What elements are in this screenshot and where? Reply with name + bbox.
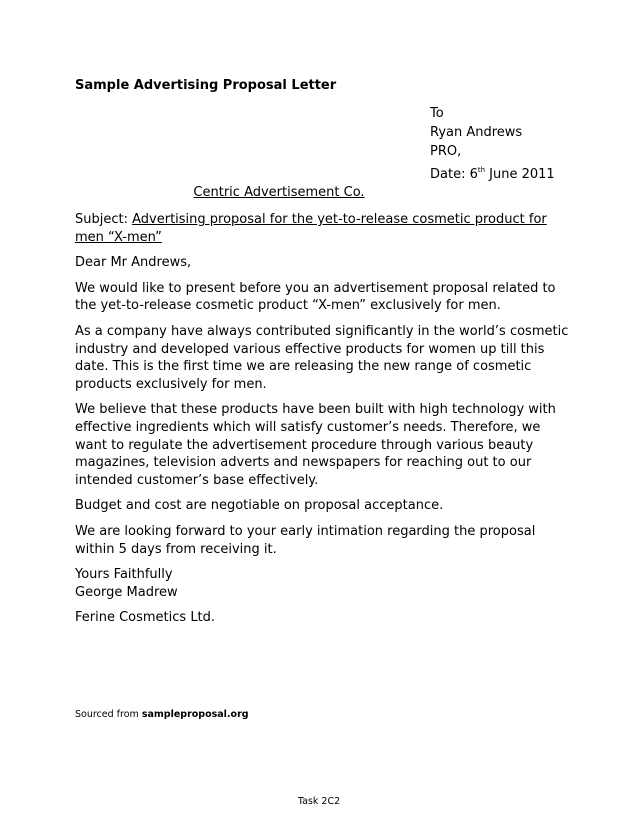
- date-superscript: th: [477, 166, 486, 174]
- company-name: Centric Advertisement Co.: [193, 185, 365, 200]
- date-suffix: June 2011: [485, 167, 555, 182]
- page-footer: Task 2C2: [297, 796, 341, 807]
- paragraph-2: As a company have always contributed significantly in the world’s cosmetic industry and developed various effective products for women up till this date. This is the first time we are releasing the new range of cosmetic products exclusively for men.: [75, 323, 569, 392]
- closing-block: [75, 566, 575, 601]
- paragraph-5: We are looking forward to your early intimation regarding the proposal within 5 days from receiving it.: [75, 523, 536, 557]
- closing-line: Yours Faithfully: [75, 567, 173, 583]
- salutation: Dear Mr Andrews,: [75, 255, 192, 271]
- sender-company: Ferine Cosmetics Ltd.: [75, 610, 216, 626]
- document-title: Sample Advertising Proposal Letter: [75, 78, 337, 93]
- subject-text: Advertising proposal for the yet-to-release cosmetic product for men “X-men”: [75, 212, 547, 245]
- signatory-name: George Madrew: [75, 584, 178, 600]
- paragraph-4: Budget and cost are negotiable on proposal acceptance.: [75, 498, 444, 514]
- address-role: PRO,: [430, 144, 462, 159]
- recipient-address: [430, 104, 555, 184]
- source-note: [75, 709, 249, 720]
- address-date: [430, 161, 555, 184]
- subject-label: Subject:: [75, 212, 133, 227]
- address-to: To: [430, 106, 444, 121]
- paragraph-1: We would like to present before you an advertisement proposal related to the yet-to-release cosmetic product “X-men” exclusively for men.: [75, 280, 556, 314]
- company-heading: [0, 185, 638, 200]
- source-site: sampleproposal.org: [141, 709, 249, 720]
- source-prefix: Sourced from: [75, 709, 142, 720]
- letter-body: [75, 211, 575, 635]
- subject-line: [75, 211, 575, 246]
- paragraph-3: We believe that these products have been built with high technology with effective ingredients which will satisfy customer’s needs. Therefore, we want to regulate the advertisement procedure through various beauty magazines, television adverts and newspapers for reaching out to our intended customer’s base effectively.: [75, 402, 556, 488]
- date-prefix: Date: 6: [430, 167, 478, 182]
- address-name: Ryan Andrews: [430, 125, 523, 140]
